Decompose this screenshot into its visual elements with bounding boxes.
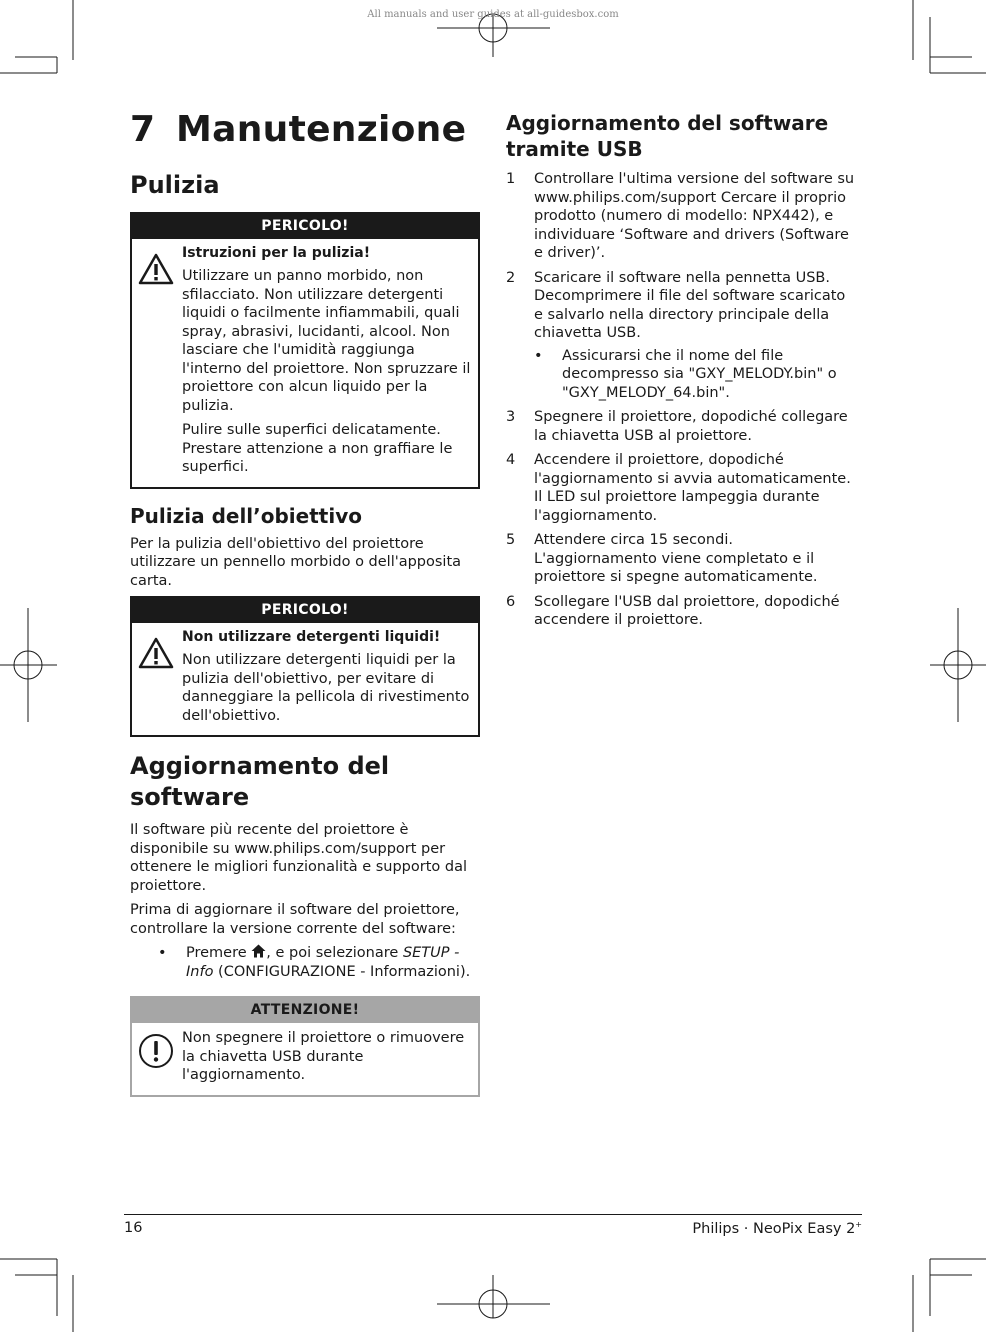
steps-list — [506, 170, 858, 630]
page-number: 16 — [124, 1220, 143, 1236]
danger-box-header: PERICOLO! — [132, 214, 478, 239]
danger-box-lens — [130, 596, 480, 737]
danger-box-header: PERICOLO! — [132, 598, 478, 623]
warning-triangle-icon — [138, 629, 182, 731]
caution-box — [130, 996, 480, 1097]
step-number: 5 — [506, 532, 516, 548]
step-text: Attendere circa 15 secondi. L'aggiornamento viene completato e il proiettore si spegne automaticamente. — [534, 532, 818, 585]
list-item-text: Premere — [186, 945, 252, 961]
danger-box-paragraph: Non utilizzare detergenti liquidi per la pulizia dell'obiettivo, per evitare di danneggiare la pellicola di rivestimento dell'obiettivo. — [182, 652, 470, 724]
warning-triangle-icon — [138, 245, 182, 483]
step-number: 1 — [506, 171, 516, 187]
sub-list-item — [534, 347, 858, 403]
step-number: 6 — [506, 593, 516, 610]
left-column — [130, 108, 480, 1105]
danger-box-title: Non utilizzare detergenti liquidi! — [182, 629, 441, 645]
exclamation-circle-icon — [138, 1029, 182, 1091]
bullet-dot: • — [158, 945, 167, 961]
footer-brand-text: Philips · NeoPix Easy 2 — [692, 1220, 856, 1237]
danger-box-paragraph: Utilizzare un panno morbido, non sfilacciato. Non utilizzare detergenti liquidi o facilmente infiammabili, quali spray, abrasivi, lucidanti, alcool. Non lasciare che l'umidità raggiunga l'interno del proiettore. Non spruzzare il proiettore con alcun liquido per la pulizia. — [182, 268, 471, 414]
danger-box-title: Istruzioni per la pulizia! — [182, 245, 371, 261]
caution-box-paragraph: Non spegnere il proiettore o rimuovere la chiavetta USB durante l'aggiornamento. — [182, 1030, 465, 1083]
step-text: Controllare l'ultima versione del software su www.philips.com/support Cercare il proprio prodotto (numero di modello: NPX442), e individuare ‘Software and drivers (Software e driver)’. — [534, 171, 855, 261]
step-text: Scollegare l'USB dal proiettore, dopodiché accendere il proiettore. — [534, 593, 840, 628]
caution-box-header: ATTENZIONE! — [132, 998, 478, 1023]
footer-brand — [692, 1220, 862, 1237]
chapter-number: 7 — [130, 109, 156, 150]
aggiornamento-paragraph: Il software più recente del proiettore è disponibile su www.philips.com/support per ottenere le migliori funzionalità e supporto dal proiettore. — [130, 822, 467, 894]
menu-path-text: SETUP - Info — [186, 945, 460, 980]
danger-box-paragraph: Pulire sulle superfici delicatamente. Prestare attenzione a non graffiare le superfici. — [182, 422, 453, 475]
section-heading-pulizia: Pulizia — [130, 171, 220, 199]
list-item — [506, 408, 858, 445]
step-text: Spegnere il proiettore, dopodiché collegare la chiavetta USB al proiettore. — [534, 409, 848, 444]
bullet-dot: • — [534, 347, 543, 364]
home-icon — [251, 945, 266, 961]
chapter-title — [130, 108, 480, 152]
list-item — [506, 170, 858, 263]
step-number: 3 — [506, 409, 516, 425]
list-item-text: (CONFIGURAZIONE - Informazioni). — [213, 964, 471, 980]
footer-brand-sup: + — [855, 1220, 862, 1229]
watermark-text: All manuals and user guides at all-guidesbox.com — [367, 9, 619, 20]
section-heading-obiettivo: Pulizia dell’obiettivo — [130, 503, 362, 528]
list-item — [506, 451, 858, 525]
section-heading-usb: Aggiornamento del software tramite USB — [506, 111, 829, 161]
list-item — [130, 944, 480, 982]
list-item — [506, 269, 858, 403]
step-text: Accendere il proiettore, dopodiché l'aggiornamento si avvia automaticamente. Il LED sul proiettore lampeggia durante l'aggiornamento. — [534, 452, 851, 524]
step-number: 2 — [506, 269, 516, 286]
sub-step-text: Assicurarsi che il nome del file decompresso sia "GXY_MELODY.bin" o "GXY_MELODY_64.bin". — [562, 347, 837, 401]
right-column — [506, 110, 858, 636]
list-item-text: , e poi selezionare — [266, 945, 403, 961]
bullet-list — [130, 944, 480, 982]
list-item — [506, 593, 858, 630]
section-heading-aggiornamento: Aggiornamento del software — [130, 752, 390, 811]
step-number: 4 — [506, 452, 516, 468]
chapter-name: Manutenzione — [176, 109, 467, 150]
danger-box-cleaning — [130, 212, 480, 489]
obiettivo-paragraph: Per la pulizia dell'obiettivo del proiettore utilizzare un pennello morbido o dell'apposita carta. — [130, 535, 462, 589]
footer-divider — [124, 1214, 862, 1215]
step-text: Scaricare il software nella pennetta USB. Decomprimere il file del software scaricato e salvarlo nella directory principale della chiavetta USB. — [534, 269, 846, 341]
list-item — [506, 531, 858, 587]
aggiornamento-paragraph: Prima di aggiornare il software del proiettore, controllare la versione corrente del software: — [130, 902, 460, 937]
